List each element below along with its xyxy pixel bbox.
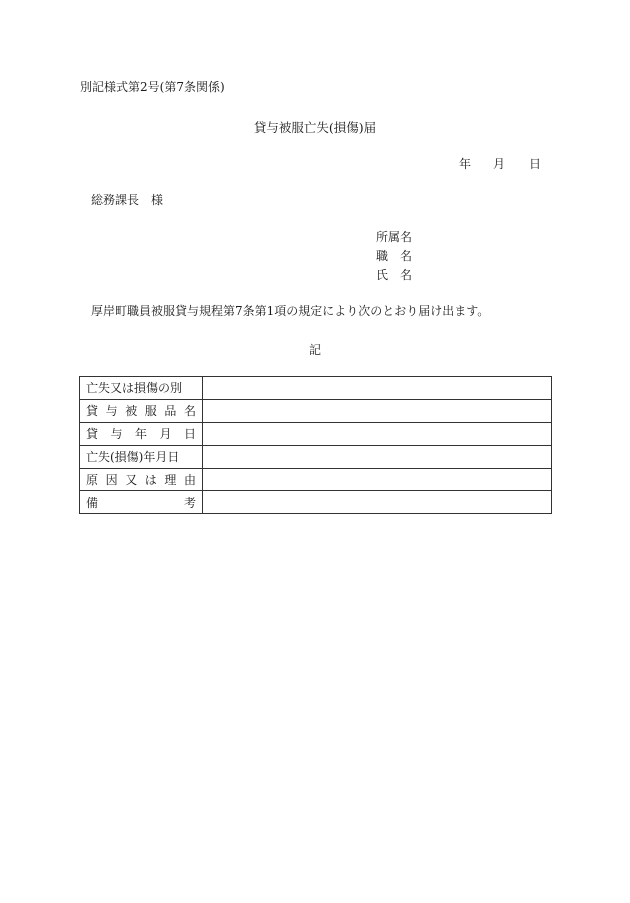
name-label: 氏 名 bbox=[376, 268, 413, 282]
row-label-cell bbox=[80, 491, 203, 514]
position-label: 職 名 bbox=[376, 249, 413, 263]
month-label: 月 bbox=[493, 157, 506, 171]
table-row bbox=[80, 422, 552, 445]
row-label-cell bbox=[80, 399, 203, 422]
row-label-cell bbox=[80, 422, 203, 445]
row-value-cell bbox=[203, 445, 552, 468]
affiliation-label: 所属名 bbox=[376, 230, 413, 244]
table-row bbox=[80, 445, 552, 468]
statement-text: 厚岸町職員被服貸与規程第7条第1項の規定により次のとおり届け出ます。 bbox=[91, 304, 490, 318]
form-reference: 別記様式第2号(第7条関係) bbox=[80, 80, 225, 94]
row-label: 貸 与 年 月 日 bbox=[86, 427, 196, 442]
document-title: 貸与被服亡失(損傷)届 bbox=[253, 120, 377, 135]
table-row bbox=[80, 468, 552, 491]
row-label-cell bbox=[80, 377, 203, 400]
row-value-cell bbox=[203, 377, 552, 400]
addressee: 総務課長 様 bbox=[91, 193, 164, 207]
day-label: 日 bbox=[529, 157, 542, 171]
record-table bbox=[79, 376, 552, 514]
row-value-cell bbox=[203, 468, 552, 491]
ki-heading: 記 bbox=[308, 343, 321, 357]
table-row bbox=[80, 377, 552, 400]
row-label-cell bbox=[80, 445, 203, 468]
table-row bbox=[80, 491, 552, 514]
table-row bbox=[80, 399, 552, 422]
year-label: 年 bbox=[459, 157, 472, 171]
row-label: 備 考 bbox=[86, 495, 196, 510]
row-value-cell bbox=[203, 491, 552, 514]
row-label: 亡失(損傷)年月日 bbox=[86, 450, 180, 465]
date-line bbox=[459, 157, 541, 171]
applicant-block bbox=[376, 230, 412, 287]
row-value-cell bbox=[203, 399, 552, 422]
row-label-cell bbox=[80, 468, 203, 491]
row-value-cell bbox=[203, 422, 552, 445]
row-label: 貸 与 被 服 品 名 bbox=[86, 404, 196, 419]
row-label: 亡失又は損傷の別 bbox=[86, 381, 183, 396]
row-label: 原 因 又 は 理 由 bbox=[86, 473, 196, 487]
